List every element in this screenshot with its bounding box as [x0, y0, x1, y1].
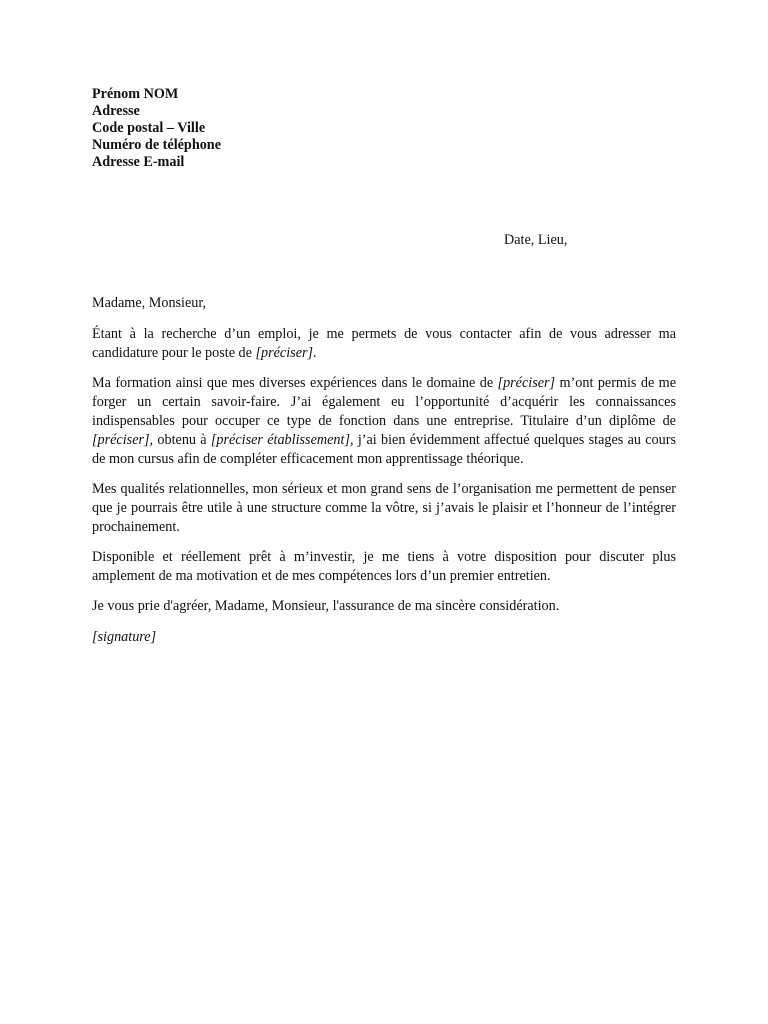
- letter-body: [92, 294, 676, 658]
- placeholder-poste: [préciser]: [255, 345, 314, 361]
- paragraph-formation-text-a: Ma formation ainsi que mes diverses expériences dans le domaine de: [92, 375, 498, 391]
- paragraph-formation-text-c: obtenu à: [153, 432, 211, 448]
- paragraph-intro-text-b: .: [313, 345, 317, 361]
- closing-formula: Je vous prie d'agréer, Madame, Monsieur, l'assurance de ma sincère considération.: [92, 598, 560, 614]
- paragraph-formation-text-d: , j’ai bien évidemment affectué quelques stages au cours de mon cursus afin de compléter efficacement mon apprentissage théorique.: [92, 432, 676, 467]
- sender-email: Adresse E-mail: [92, 154, 185, 170]
- sender-phone: Numéro de téléphone: [92, 137, 221, 153]
- sender-block: [92, 86, 221, 171]
- paragraph-intro-text-a: Étant à la recherche d’un emploi, je me permets de vous contacter afin de vous adresser ma candidature pour le poste de: [92, 326, 676, 361]
- sender-postal-city: Code postal – Ville: [92, 120, 206, 136]
- salutation: Madame, Monsieur,: [92, 295, 207, 311]
- placeholder-domaine: [préciser]: [497, 375, 556, 391]
- paragraph-formation: [92, 374, 676, 469]
- sender-address: Adresse: [92, 103, 140, 119]
- date-place: Date, Lieu,: [504, 232, 568, 248]
- placeholder-etablissement: [préciser établissement]: [210, 432, 350, 448]
- signature-placeholder: [92, 628, 676, 647]
- paragraph-disponibilite: Disponible et réellement prêt à m’investir, je me tiens à votre disposition pour discuter plus amplement de ma motivation et de mes compétences lors d’un premier entretien.: [92, 549, 676, 584]
- paragraph-formation-text-b: m’ont permis de me forger un certain savoir-faire. J’ai également eu l’opportunité d’acquérir les connaissances indispensables pour occuper ce type de fonction dans une entreprise. Titulaire d’un diplôme de: [92, 375, 676, 429]
- placeholder-diplome: [préciser],: [92, 432, 154, 448]
- signature-text: [signature]: [92, 629, 157, 645]
- sender-name: Prénom NOM: [92, 86, 179, 102]
- paragraph-qualites: Mes qualités relationnelles, mon sérieux et mon grand sens de l’organisation me permettent de penser que je pourrais être utile à une structure comme la vôtre, si j’avais le plaisir et l’honneur de l’intégrer prochainement.: [92, 481, 676, 535]
- paragraph-intro: [92, 325, 676, 363]
